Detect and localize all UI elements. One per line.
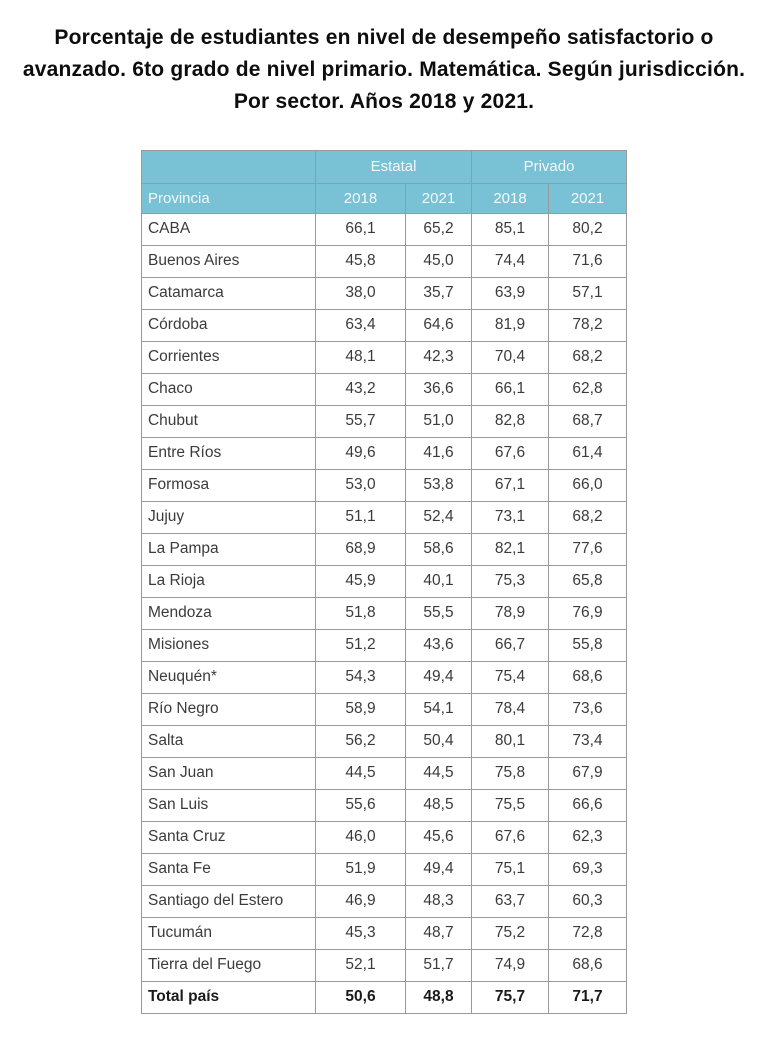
value-cell: 63,9	[472, 277, 549, 309]
value-cell: 71,7	[549, 981, 627, 1013]
value-cell: 52,1	[315, 949, 405, 981]
value-cell: 68,7	[549, 405, 627, 437]
value-cell: 67,9	[549, 757, 627, 789]
value-cell: 40,1	[405, 565, 471, 597]
value-cell: 75,3	[472, 565, 549, 597]
province-cell: Corrientes	[141, 341, 315, 373]
value-cell: 66,7	[472, 629, 549, 661]
value-cell: 68,2	[549, 341, 627, 373]
province-cell: La Pampa	[141, 533, 315, 565]
table-row	[141, 277, 626, 309]
province-cell: Misiones	[141, 629, 315, 661]
value-cell: 69,3	[549, 853, 627, 885]
value-cell: 60,3	[549, 885, 627, 917]
value-cell: 55,5	[405, 597, 471, 629]
province-cell: La Rioja	[141, 565, 315, 597]
value-cell: 38,0	[315, 277, 405, 309]
province-cell: Tierra del Fuego	[141, 949, 315, 981]
table-row	[141, 309, 626, 341]
value-cell: 71,6	[549, 245, 627, 277]
value-cell: 75,1	[472, 853, 549, 885]
value-cell: 46,0	[315, 821, 405, 853]
table-row	[141, 821, 626, 853]
value-cell: 68,2	[549, 501, 627, 533]
province-cell: Entre Ríos	[141, 437, 315, 469]
corner-cell	[141, 150, 315, 183]
value-cell: 48,3	[405, 885, 471, 917]
table-row	[141, 213, 626, 245]
value-cell: 45,0	[405, 245, 471, 277]
value-cell: 51,9	[315, 853, 405, 885]
page-title: Porcentaje de estudiantes en nivel de desempeño satisfactorio o avanzado. 6to grado de nivel primario. Matemática. Según jurisdicción. Por sector. Años 2018 y 2021.	[22, 26, 746, 113]
group-header-row	[141, 150, 626, 183]
value-cell: 75,8	[472, 757, 549, 789]
table-row	[141, 437, 626, 469]
value-cell: 63,7	[472, 885, 549, 917]
col-header-estatal-2018: 2018	[315, 183, 405, 213]
value-cell: 72,8	[549, 917, 627, 949]
value-cell: 75,4	[472, 661, 549, 693]
value-cell: 45,3	[315, 917, 405, 949]
table-row	[141, 917, 626, 949]
value-cell: 62,3	[549, 821, 627, 853]
value-cell: 64,6	[405, 309, 471, 341]
value-cell: 49,6	[315, 437, 405, 469]
value-cell: 78,9	[472, 597, 549, 629]
value-cell: 44,5	[405, 757, 471, 789]
province-cell: Mendoza	[141, 597, 315, 629]
province-cell: Chaco	[141, 373, 315, 405]
table-row	[141, 565, 626, 597]
value-cell: 52,4	[405, 501, 471, 533]
value-cell: 55,6	[315, 789, 405, 821]
province-cell: CABA	[141, 213, 315, 245]
group-header-estatal: Estatal	[315, 150, 471, 183]
table-row	[141, 629, 626, 661]
value-cell: 49,4	[405, 853, 471, 885]
value-cell: 76,9	[549, 597, 627, 629]
table-body	[141, 213, 626, 1013]
value-cell: 56,2	[315, 725, 405, 757]
value-cell: 50,6	[315, 981, 405, 1013]
value-cell: 48,1	[315, 341, 405, 373]
value-cell: 45,9	[315, 565, 405, 597]
table-row	[141, 245, 626, 277]
col-header-privado-2018: 2018	[472, 183, 549, 213]
value-cell: 50,4	[405, 725, 471, 757]
value-cell: 48,8	[405, 981, 471, 1013]
value-cell: 54,3	[315, 661, 405, 693]
province-cell: Santa Fe	[141, 853, 315, 885]
col-header-privado-2021: 2021	[549, 183, 627, 213]
value-cell: 68,9	[315, 533, 405, 565]
table-row	[141, 789, 626, 821]
value-cell: 58,9	[315, 693, 405, 725]
value-cell: 51,2	[315, 629, 405, 661]
table-row	[141, 341, 626, 373]
value-cell: 49,4	[405, 661, 471, 693]
value-cell: 55,8	[549, 629, 627, 661]
value-cell: 75,5	[472, 789, 549, 821]
value-cell: 53,8	[405, 469, 471, 501]
column-header-row	[141, 183, 626, 213]
value-cell: 75,2	[472, 917, 549, 949]
value-cell: 68,6	[549, 949, 627, 981]
province-cell: San Luis	[141, 789, 315, 821]
value-cell: 82,8	[472, 405, 549, 437]
value-cell: 43,6	[405, 629, 471, 661]
province-cell: Formosa	[141, 469, 315, 501]
value-cell: 78,4	[472, 693, 549, 725]
table-row	[141, 501, 626, 533]
value-cell: 54,1	[405, 693, 471, 725]
value-cell: 57,1	[549, 277, 627, 309]
province-cell: Chubut	[141, 405, 315, 437]
value-cell: 43,2	[315, 373, 405, 405]
data-table	[141, 150, 627, 1014]
province-cell: Santa Cruz	[141, 821, 315, 853]
table-row	[141, 373, 626, 405]
value-cell: 66,6	[549, 789, 627, 821]
value-cell: 65,8	[549, 565, 627, 597]
value-cell: 41,6	[405, 437, 471, 469]
value-cell: 70,4	[472, 341, 549, 373]
province-cell: Catamarca	[141, 277, 315, 309]
value-cell: 48,5	[405, 789, 471, 821]
value-cell: 74,9	[472, 949, 549, 981]
value-cell: 36,6	[405, 373, 471, 405]
value-cell: 67,6	[472, 821, 549, 853]
value-cell: 81,9	[472, 309, 549, 341]
value-cell: 63,4	[315, 309, 405, 341]
table-row	[141, 533, 626, 565]
value-cell: 82,1	[472, 533, 549, 565]
province-cell: Salta	[141, 725, 315, 757]
value-cell: 73,1	[472, 501, 549, 533]
value-cell: 67,1	[472, 469, 549, 501]
table-row	[141, 405, 626, 437]
table-row	[141, 597, 626, 629]
province-cell: Total país	[141, 981, 315, 1013]
province-cell: Tucumán	[141, 917, 315, 949]
value-cell: 46,9	[315, 885, 405, 917]
value-cell: 66,1	[315, 213, 405, 245]
value-cell: 80,2	[549, 213, 627, 245]
value-cell: 44,5	[315, 757, 405, 789]
value-cell: 51,0	[405, 405, 471, 437]
value-cell: 58,6	[405, 533, 471, 565]
group-header-privado: Privado	[472, 150, 627, 183]
value-cell: 51,1	[315, 501, 405, 533]
value-cell: 55,7	[315, 405, 405, 437]
province-cell: San Juan	[141, 757, 315, 789]
value-cell: 35,7	[405, 277, 471, 309]
province-cell: Córdoba	[141, 309, 315, 341]
table-header	[141, 150, 626, 213]
value-cell: 53,0	[315, 469, 405, 501]
value-cell: 68,6	[549, 661, 627, 693]
table-row	[141, 757, 626, 789]
value-cell: 73,6	[549, 693, 627, 725]
province-cell: Neuquén*	[141, 661, 315, 693]
province-cell: Río Negro	[141, 693, 315, 725]
province-cell: Buenos Aires	[141, 245, 315, 277]
value-cell: 80,1	[472, 725, 549, 757]
value-cell: 67,6	[472, 437, 549, 469]
table-row	[141, 949, 626, 981]
table-row	[141, 885, 626, 917]
value-cell: 62,8	[549, 373, 627, 405]
table-row	[141, 661, 626, 693]
value-cell: 74,4	[472, 245, 549, 277]
col-header-provincia: Provincia	[141, 183, 315, 213]
value-cell: 77,6	[549, 533, 627, 565]
table-row	[141, 725, 626, 757]
value-cell: 48,7	[405, 917, 471, 949]
value-cell: 78,2	[549, 309, 627, 341]
province-cell: Jujuy	[141, 501, 315, 533]
value-cell: 45,6	[405, 821, 471, 853]
value-cell: 66,0	[549, 469, 627, 501]
value-cell: 51,8	[315, 597, 405, 629]
value-cell: 75,7	[472, 981, 549, 1013]
col-header-estatal-2021: 2021	[405, 183, 471, 213]
value-cell: 66,1	[472, 373, 549, 405]
value-cell: 73,4	[549, 725, 627, 757]
value-cell: 65,2	[405, 213, 471, 245]
value-cell: 42,3	[405, 341, 471, 373]
table-row	[141, 469, 626, 501]
table-row	[141, 853, 626, 885]
value-cell: 61,4	[549, 437, 627, 469]
value-cell: 45,8	[315, 245, 405, 277]
value-cell: 51,7	[405, 949, 471, 981]
province-cell: Santiago del Estero	[141, 885, 315, 917]
table-row	[141, 693, 626, 725]
total-row	[141, 981, 626, 1013]
value-cell: 85,1	[472, 213, 549, 245]
